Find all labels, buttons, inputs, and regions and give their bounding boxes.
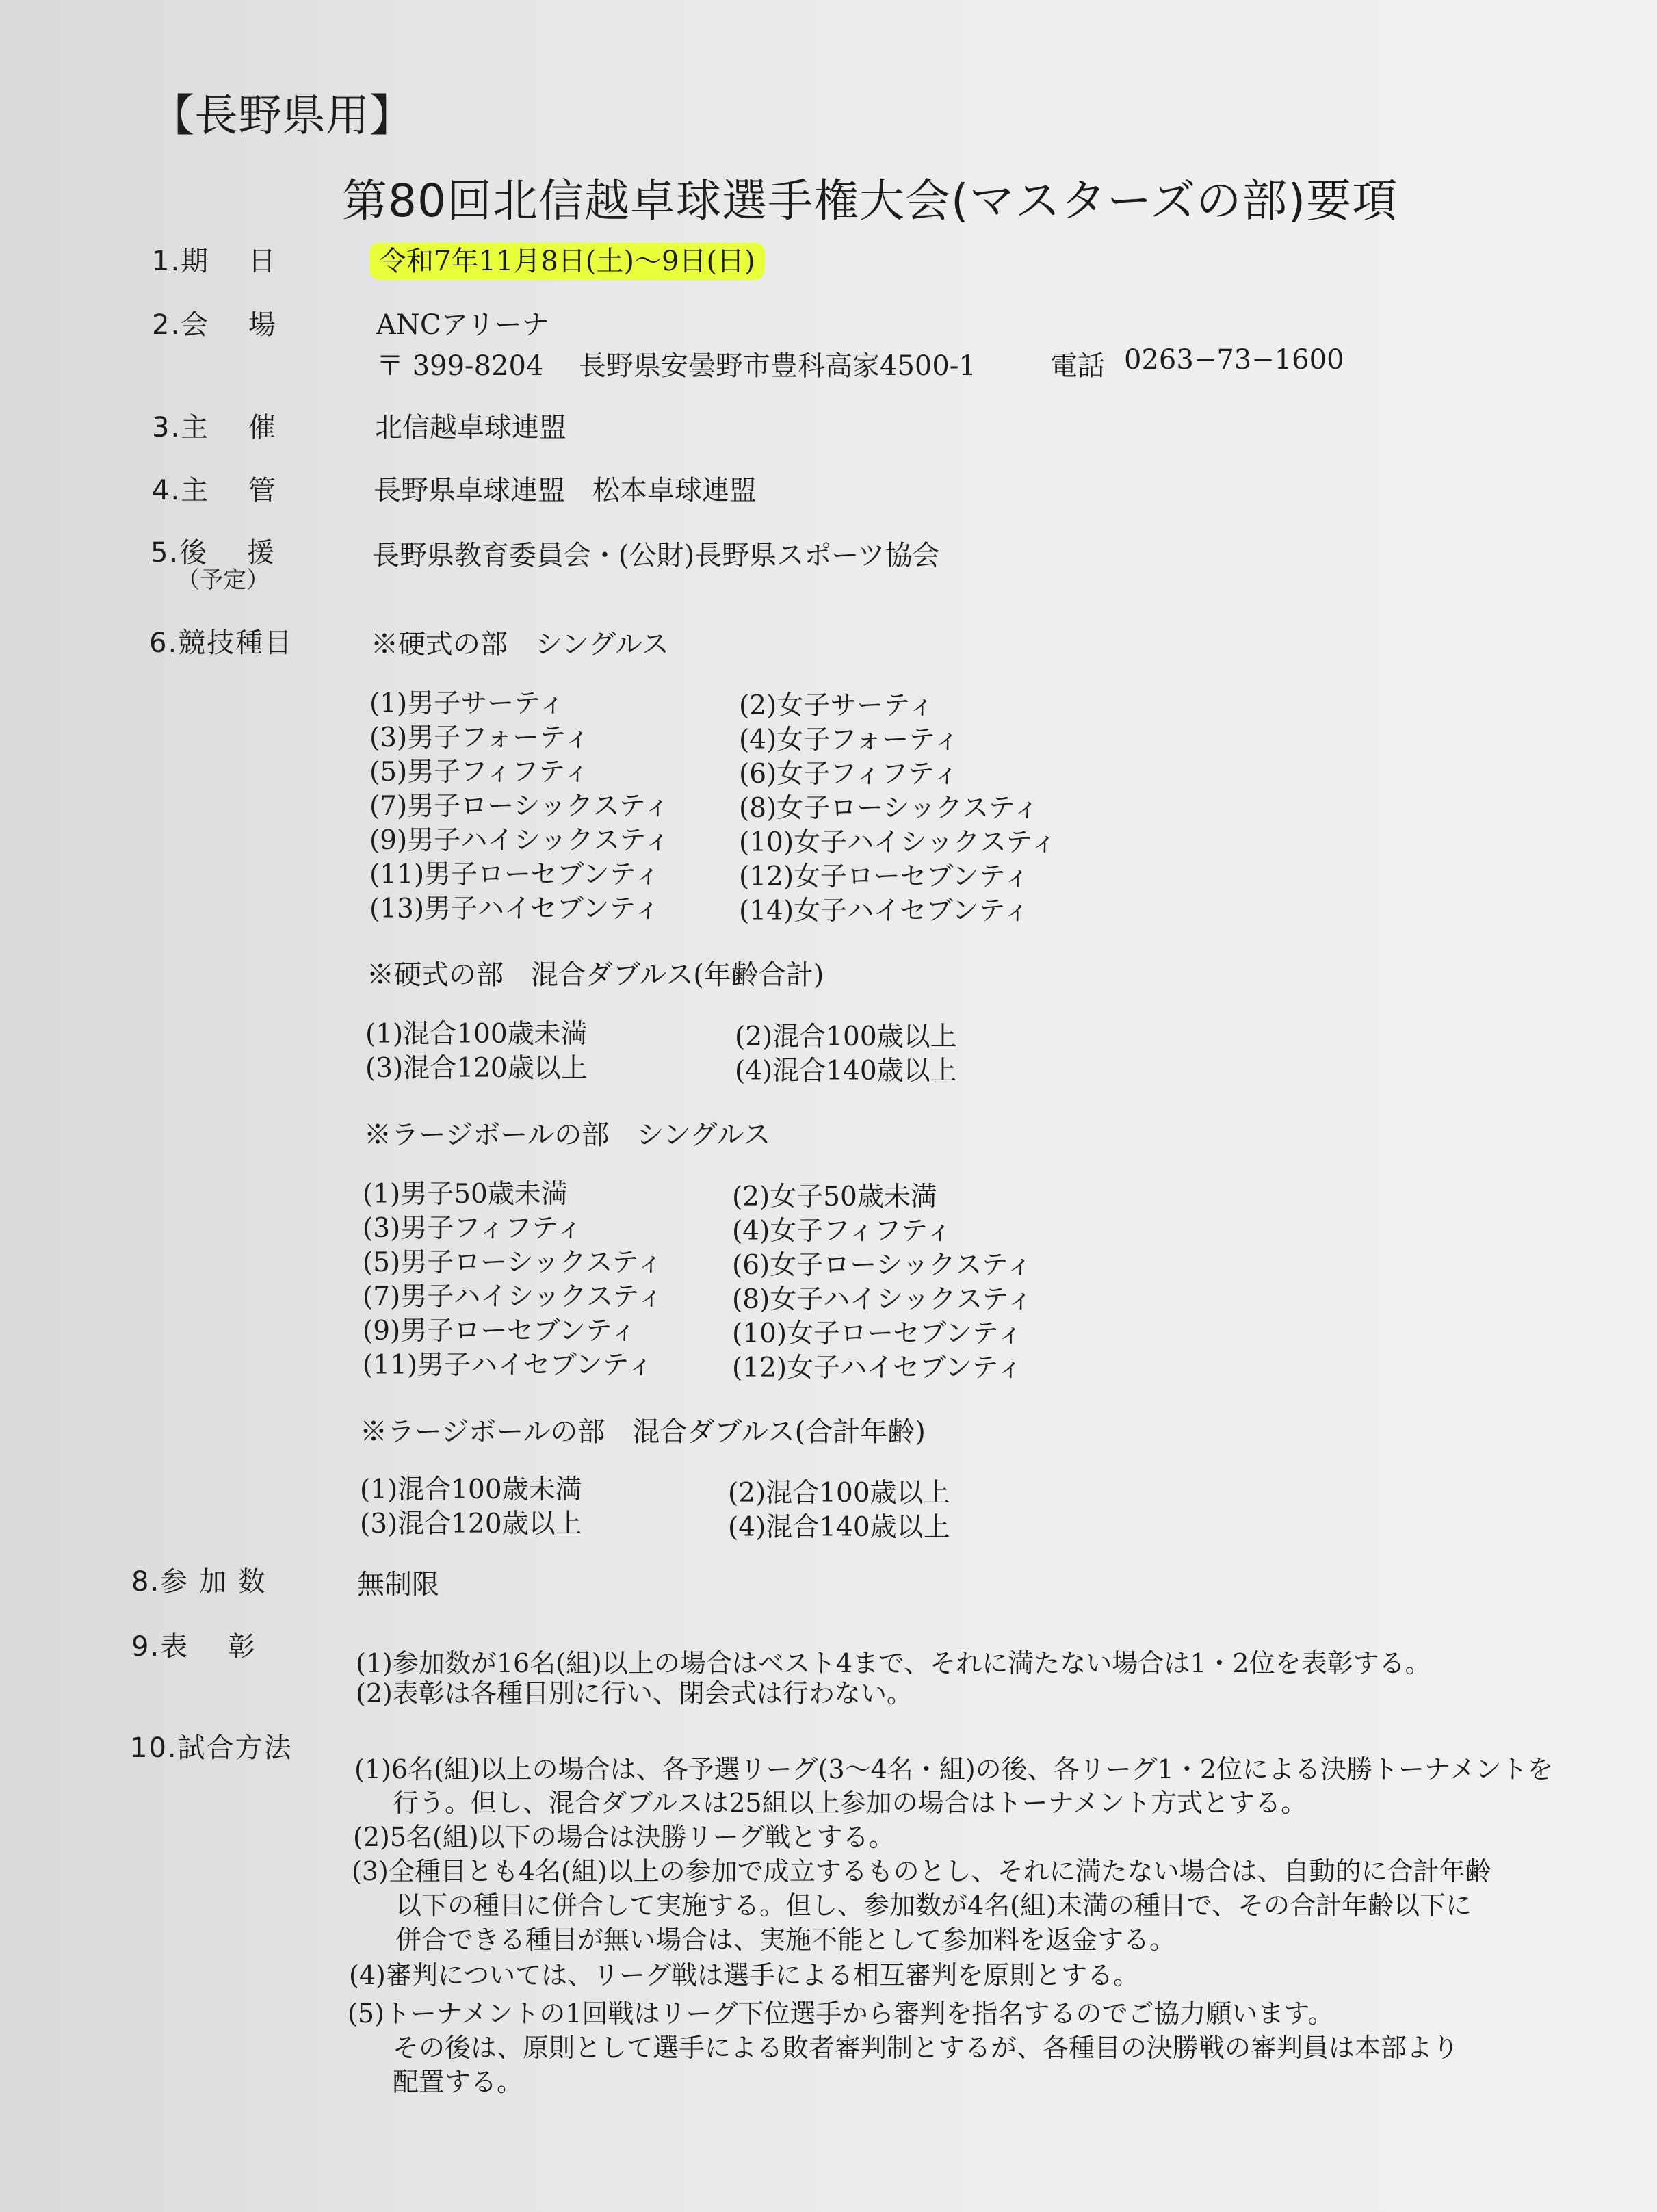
hard-singles-left-7: (13)男子ハイセブンティ xyxy=(369,894,661,924)
large-singles-left-4: (7)男子ハイシックスティ xyxy=(363,1281,664,1312)
hard-doubles-left-1: (1)混合100歳未満 xyxy=(365,1019,588,1050)
hard-doubles-right-1: (2)混合100歳以上 xyxy=(735,1022,957,1052)
document-tag: 【長野県用】 xyxy=(151,91,413,142)
hard-singles-heading: ※硬式の部 シングルス xyxy=(371,629,669,660)
date-value xyxy=(369,239,765,278)
large-singles-right-6: (12)女子ハイセブンティ xyxy=(732,1353,1023,1383)
organizer-label: 3.主 催 xyxy=(152,412,277,443)
organizer-value: 北信越卓球連盟 xyxy=(375,412,566,443)
hard-singles-right-7: (14)女子ハイセブンティ xyxy=(739,896,1030,926)
match-method-line-1: (1)6名(組)以上の場合は、各予選リーグ(3～4名・組)の後、各リーグ1・2位による決勝トーナメントを xyxy=(354,1754,1554,1784)
hard-singles-left-6: (11)男子ローセブンティ xyxy=(369,859,661,890)
venue-tel-label: 電話 xyxy=(1050,350,1105,382)
large-doubles-right-2: (4)混合140歳以上 xyxy=(728,1512,950,1543)
match-method-line-10: 配置する。 xyxy=(393,2067,523,2097)
match-method-line-9: その後は、原則として選手による敗者審判制とするが、各種目の決勝戦の審判員は本部より xyxy=(393,2033,1459,2063)
venue-address: 長野県安曇野市豊科高家4500-1 xyxy=(579,350,976,382)
venue-label: 2.会 場 xyxy=(152,309,277,341)
large-singles-left-2: (3)男子フィフティ xyxy=(363,1213,584,1244)
hard-singles-right-6: (12)女子ローセブンティ xyxy=(739,861,1030,892)
hard-singles-left-1: (1)男子サーティ xyxy=(369,688,566,719)
large-doubles-right-1: (2)混合100歳以上 xyxy=(728,1478,950,1509)
awards-line-1: (1)参加数が16名(組)以上の場合はベスト4まで、それに満たない場合は1・2位を表彰する。 xyxy=(356,1648,1431,1678)
support-label: 5.後 援 xyxy=(151,537,276,569)
date-label: 1.期 日 xyxy=(152,246,277,277)
hard-singles-right-5: (10)女子ハイシックスティ xyxy=(739,827,1057,858)
large-singles-heading: ※ラージボールの部 シングルス xyxy=(364,1119,771,1151)
large-singles-right-4: (8)女子ハイシックスティ xyxy=(732,1284,1034,1315)
host-label: 4.主 管 xyxy=(152,475,277,506)
large-doubles-left-2: (3)混合120歳以上 xyxy=(360,1509,582,1539)
hard-singles-left-5: (9)男子ハイシックスティ xyxy=(369,825,671,856)
hard-doubles-heading: ※硬式の部 混合ダブルス(年齢合計) xyxy=(367,959,824,991)
large-singles-right-1: (2)女子50歳未満 xyxy=(732,1182,937,1212)
hard-singles-left-4: (7)男子ローシックスティ xyxy=(369,791,670,822)
document-title: 第80回北信越卓球選手権大会(マスターズの部)要項 xyxy=(342,174,1398,227)
events-label: 6.競技種目 xyxy=(149,627,293,659)
match-method-line-5: 以下の種目に併合して実施する。但し、参加数が4名(組)未満の種目で、その合計年齢以下に xyxy=(395,1890,1472,1921)
hard-singles-right-3: (6)女子フィフティ xyxy=(739,759,960,790)
host-value: 長野県卓球連盟 松本卓球連盟 xyxy=(374,475,757,506)
awards-label: 9.表 彰 xyxy=(131,1631,257,1663)
awards-line-2: (2)表彰は各種目別に行い、閉会式は行わない。 xyxy=(356,1678,913,1708)
large-doubles-heading: ※ラージボールの部 混合ダブルス(合計年齢) xyxy=(360,1416,926,1448)
venue-name: ANCアリーナ xyxy=(376,309,549,341)
match-method-line-2: 行う。但し、混合ダブルスは25組以上参加の場合はトーナメント方式とする。 xyxy=(393,1788,1307,1818)
match-method-line-4: (3)全種目とも4名(組)以上の参加で成立するものとし、それに満たない場合は、自動的に合計年齢 xyxy=(352,1856,1491,1886)
large-singles-left-5: (9)男子ローセブンティ xyxy=(363,1316,637,1346)
large-singles-right-5: (10)女子ローセブンティ xyxy=(732,1318,1023,1349)
support-value: 長野県教育委員会・(公財)長野県スポーツ協会 xyxy=(372,540,940,571)
large-singles-left-6: (11)男子ハイセブンティ xyxy=(363,1350,654,1381)
match-method-line-3: (2)5名(組)以下の場合は決勝リーグ戦とする。 xyxy=(353,1822,895,1852)
large-doubles-left-1: (1)混合100歳未満 xyxy=(360,1474,582,1505)
hard-doubles-right-2: (4)混合140歳以上 xyxy=(735,1056,957,1087)
hard-singles-left-2: (3)男子フォーティ xyxy=(369,723,591,753)
hard-singles-right-2: (4)女子フォーティ xyxy=(739,725,961,755)
match-method-line-8: (5)トーナメントの1回戦はリーグ下位選手から審判を指名するのでご協力願います。 xyxy=(348,1999,1334,2029)
date-highlight: 令和7年11月8日(土)～9日(日) xyxy=(369,243,765,280)
hard-singles-left-3: (5)男子フィフティ xyxy=(369,757,590,788)
large-singles-right-2: (4)女子フィフティ xyxy=(732,1216,953,1247)
large-singles-left-3: (5)男子ローシックスティ xyxy=(363,1247,664,1278)
match-method-line-7: (4)審判については、リーグ戦は選手による相互審判を原則とする。 xyxy=(349,1960,1140,1990)
large-singles-left-1: (1)男子50歳未満 xyxy=(363,1179,568,1210)
venue-tel: 0263−73−1600 xyxy=(1124,344,1344,376)
hard-singles-right-4: (8)女子ローシックスティ xyxy=(739,793,1040,824)
large-singles-right-3: (6)女子ローシックスティ xyxy=(732,1250,1033,1281)
participants-label: 8.参 加 数 xyxy=(131,1566,267,1598)
match-method-line-6: 併合できる種目が無い場合は、実施不能として参加料を返金する。 xyxy=(395,1925,1176,1955)
hard-singles-right-1: (2)女子サーティ xyxy=(739,690,935,721)
support-sublabel: （予定） xyxy=(177,567,270,594)
participants-value: 無制限 xyxy=(357,1569,439,1600)
venue-postal: 〒 399-8204 xyxy=(376,350,544,382)
match-method-label: 10.試合方法 xyxy=(130,1732,293,1764)
hard-doubles-left-2: (3)混合120歳以上 xyxy=(365,1053,588,1084)
